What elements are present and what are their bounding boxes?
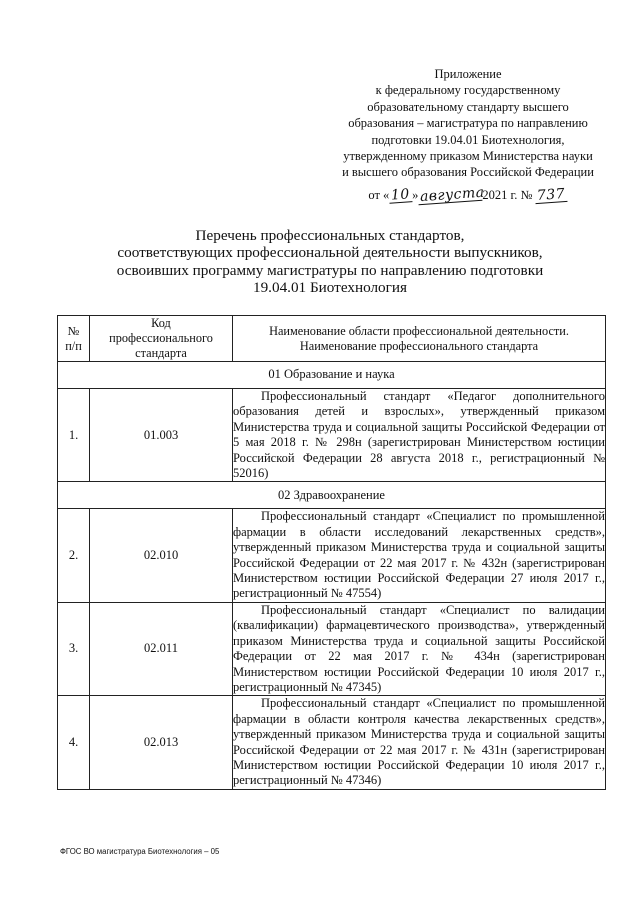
section-row [58, 362, 606, 389]
appendix-line: образовательному стандарту высшего [367, 99, 569, 114]
standards-table [57, 315, 606, 790]
row-desc-text: Профессиональный стандарт «Специалист по валидации (квалификации) фармацевтического производства», утвержденный приказом Министерства труда и социальной защиты Российской Федерации от 22 мая 2017 г. № 434н (зарегистрирован Министерством юстиции Российской Федерации 10 июля 2017 г., регистрационный № 47345) [233, 602, 605, 694]
table-row [58, 389, 606, 482]
page-footer: ФГОС ВО магистратура Биотехнология – 05 [60, 847, 220, 856]
date-prefix: от « [368, 187, 390, 202]
header-num: № п/п [58, 316, 90, 362]
section-title: 01 Образование и наука [58, 362, 606, 389]
row-desc [233, 509, 606, 602]
appendix-line: к федеральному государственному [375, 83, 561, 98]
heading-line: соответствующих профессиональной деятельности выпускников, [117, 244, 543, 262]
heading-line: освоивших программу магистратуры по направлению подготовки [116, 261, 544, 279]
row-desc-text: Профессиональный стандарт «Специалист по промышленной фармации в области исследований лекарственных средств», утвержденный приказом Министерства труда и социальной защиты Российской Федерации от 22 мая 2017 г. № 432н (зарегистрирован Министерством юстиции Российской Федерации 27 июля 2017 г., регистрационный № 47554) [233, 509, 605, 601]
appendix-block [330, 66, 606, 203]
row-desc-text: Профессиональный стандарт «Педагог дополнительного образования детей и взрослых», утвержденный приказом Министерства труда и социальной защиты Российской Федерации от 5 мая 2018 г. № 298н (зарегистрирован Министерством юстиции Российской Федерации 28 августа 2018 г., регистрационный № 52016) [233, 389, 605, 481]
date-year: 2021 г. № [482, 187, 533, 202]
row-num: 4. [58, 696, 90, 789]
row-code: 01.003 [90, 389, 233, 482]
row-num: 3. [58, 602, 90, 695]
handwritten-month: августа [419, 184, 486, 205]
appendix-line: подготовки 19.04.01 Биотехнология, [371, 132, 565, 147]
appendix-line: Приложение [434, 67, 502, 81]
section-title: 02 Здравоохранение [58, 482, 606, 509]
table-row [58, 602, 606, 695]
section-row [58, 482, 606, 509]
appendix-line: образования – магистратура по направлению [348, 116, 588, 131]
table-row [58, 509, 606, 602]
row-desc-text: Профессиональный стандарт «Специалист по промышленной фармации в области контроля качества лекарственных средств», утвержденный приказом Министерства труда и социальной защиты Российской Федерации от 22 мая 2017 г. № 431н (зарегистрирован Министерством юстиции Российской Федерации 10 июля 2017 г., регистрационный № 47346) [233, 696, 605, 788]
heading-line: Перечень профессиональных стандартов, [195, 227, 465, 244]
row-code: 02.013 [90, 696, 233, 789]
table-header-row [58, 316, 606, 362]
appendix-line: и высшего образования Российской Федерации [342, 165, 594, 180]
date-separator: » [412, 187, 419, 202]
row-desc [233, 389, 606, 482]
row-num: 1. [58, 389, 90, 482]
row-code: 02.010 [90, 509, 233, 602]
handwritten-day: 10 [390, 186, 411, 204]
row-code: 02.011 [90, 602, 233, 695]
table-row [58, 696, 606, 789]
row-desc [233, 696, 606, 789]
order-date-line [330, 184, 606, 205]
appendix-line: утвержденному приказом Министерства науки [343, 149, 593, 164]
document-heading [60, 227, 600, 297]
handwritten-order-number: 737 [536, 185, 567, 204]
header-name: Наименование области профессиональной деятельности. Наименование профессионального стандарта [233, 316, 606, 362]
row-num: 2. [58, 509, 90, 602]
heading-line: 19.04.01 Биотехнология [252, 279, 407, 297]
header-code: Код профессионального стандарта [90, 316, 233, 362]
row-desc [233, 602, 606, 695]
